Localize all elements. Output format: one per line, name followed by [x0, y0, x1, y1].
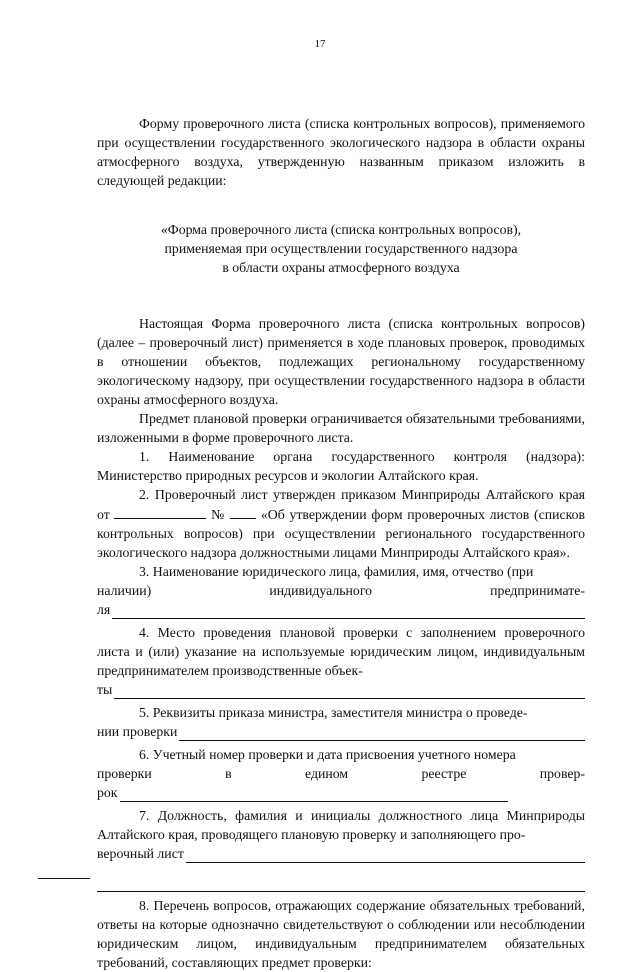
order-details-field[interactable]: [179, 726, 585, 741]
order-number-field[interactable]: [230, 504, 256, 519]
form-main: [97, 314, 585, 972]
item-1: 1. Наименование органа государственного контроля (надзора): Министерство природных ресурсов и экологии Алтайского края.: [97, 449, 585, 483]
item-4-tail-row: [97, 680, 585, 699]
item-3-line-1: 3. Наименование юридического лица, фамилия, имя, отчество (при: [139, 564, 534, 579]
item-2-start: 2. Проверочный лист утвержден приказом Минприроды Алтайского края от: [97, 487, 585, 522]
form-title: [97, 220, 585, 277]
legal-entity-name-field[interactable]: [112, 604, 585, 619]
item-6: 6. Учетный номер проверки и дата присвоения учетного номера: [139, 747, 516, 762]
item-2-number-sign: №: [211, 507, 226, 522]
inspection-place-field[interactable]: [114, 684, 585, 699]
item-7-tail-row: [97, 844, 585, 863]
item-3-line-2: наличии) индивидуального предпринимате-: [97, 583, 585, 598]
order-date-field[interactable]: [114, 504, 206, 519]
form-title-line-3: в области охраны атмосферного воздуха: [222, 260, 460, 275]
item-6-line-2: проверки в едином реестре провер-: [97, 766, 585, 781]
item-3-tail: ля: [97, 602, 111, 617]
footnote-rule: [38, 878, 90, 879]
inspector-field[interactable]: [186, 848, 585, 863]
registry-number-field[interactable]: [120, 787, 508, 802]
item-2-end: «Об утверждении форм проверочных листов (списков контрольных вопросов) при осуществлении регионального государственного экологического надзора должностными лицами Минприроды Алтайского края».: [97, 507, 586, 560]
item-6-tail-row: [97, 783, 585, 802]
form-title-line-1: «Форма проверочного листа (списка контрольных вопросов),: [160, 222, 522, 237]
item-5: 5. Реквизиты приказа министра, заместителя министра о проведе-: [139, 705, 528, 720]
item-8: 8. Перечень вопросов, отражающих содержание обязательных требований, ответы на которые однозначно свидетельствуют о соблюдении или несоблюдении юридическим лицом, индивидуальным предпринимателем обязательных требований, составляющих предмет проверки:: [97, 898, 585, 970]
item-2: [97, 485, 585, 562]
item-3-line-3: [97, 600, 585, 619]
document-body: [97, 114, 585, 972]
item-7-tail: верочный лист: [97, 846, 184, 861]
page-number: 17: [314, 38, 326, 50]
item-4: 4. Место проведения плановой проверки с заполнением проверочного листа и (или) указание на используемые юридическим лицом, индивидуальным предпринимателем производственные объек-: [97, 625, 585, 678]
inspector-field-continuation[interactable]: [97, 877, 585, 892]
item-4-tail: ты: [97, 682, 113, 697]
form-title-line-2: применяемая при осуществлении государственного надзора: [164, 241, 518, 256]
item-5-tail: нии проверки: [97, 724, 178, 739]
paragraph-subject: Предмет плановой проверки ограничивается обязательными требованиями, изложенными в форме проверочного листа.: [97, 411, 585, 445]
item-6-tail: рок: [97, 785, 118, 800]
item-5-tail-row: [97, 722, 585, 741]
intro-paragraph: Форму проверочного листа (списка контрольных вопросов), применяемого при осуществлении государственного экологического надзора в области охраны атмосферного воздуха, утвержденную названным приказом изложить в следующей редакции:: [97, 116, 585, 188]
item-7: 7. Должность, фамилия и инициалы должностного лица Минприроды Алтайского края, проводящего плановую проверку и заполняющего про-: [97, 808, 585, 842]
paragraph-scope: Настоящая Форма проверочного листа (списка контрольных вопросов) (далее – проверочный лист) применяется в ходе плановых проверок, проводимых в отношении объектов, подлежащих региональному государственному экологическому надзору, при осуществлении государственного надзора в области охраны атмосферного воздуха.: [97, 316, 585, 407]
